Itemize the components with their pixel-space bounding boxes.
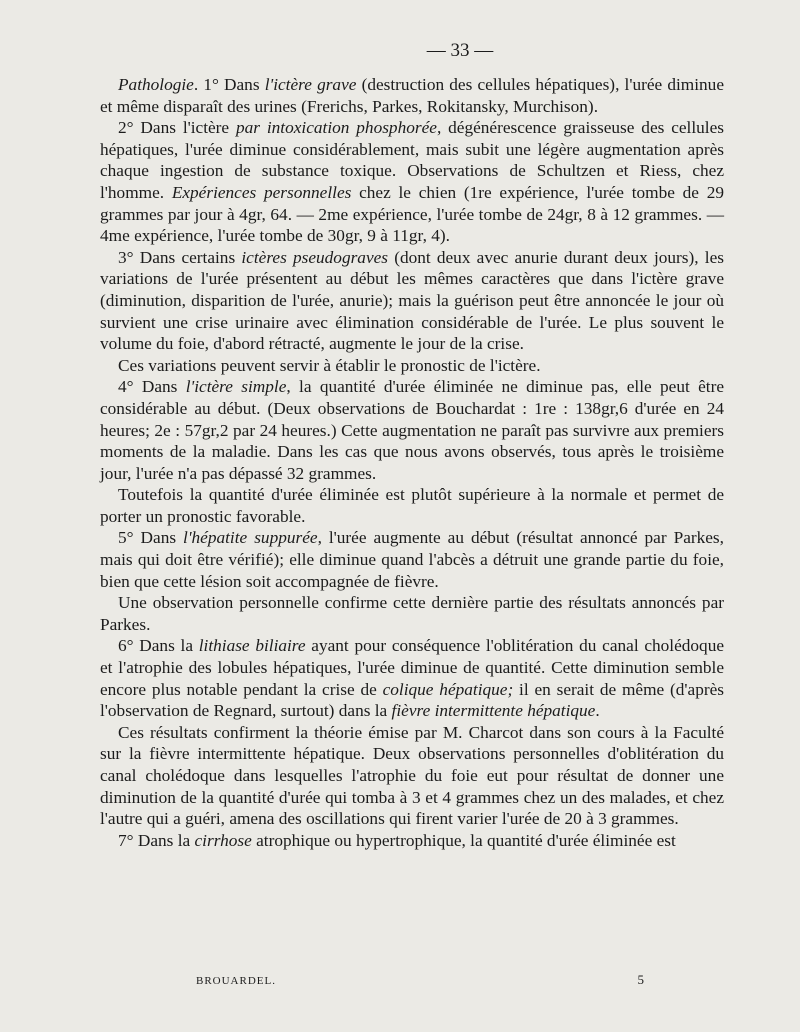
paragraph [100,592,724,635]
text-run: Toutefois la quantité d'urée éliminée est plutôt supérieure à la normale et permet de porter un pronostic favorable. [100,485,724,526]
paragraph [100,117,724,247]
text-run: 5° Dans [118,528,184,548]
page-number: — 33 — [426,40,494,61]
text-run: (dont deux avec anurie durant deux jours), les variations de l'urée présentent au début les mêmes caractères que dans l'ictère grave (diminution, disparition de l'urée, anurie); mais la guérison peut être annoncée le jour où survient une crise urinaire avec élimination considérable de l'urée. Le plus souvent le volume du foie, d'abord rétracté, augmente le jour de la crise. [100,247,724,354]
text-run: (destruction des cellules hépatiques), l'urée diminue et même disparaît des urines (Frerichs, Parkes, Rokitansky, Murchison). [100,75,724,116]
page-footer [196,972,644,988]
italic-text: cirrhose [194,830,252,850]
text-run: Une observation personnelle confirme cette dernière partie des résultats annoncés par Parkes. [100,593,724,634]
text-run: ayant pour conséquence l'oblitération du canal cholédoque et l'atrophie des lobules hépatiques, l'urée diminue de quantité. Cette diminution semble encore plus notable pendant la crise de [100,636,725,699]
paragraph [100,527,724,592]
paragraph [100,635,724,721]
italic-text: l'ictère grave [264,75,357,94]
text-run: 7° Dans la [118,830,195,850]
text-run: 2° Dans l'ictère [118,118,236,138]
paragraph [100,376,724,484]
italic-text: fièvre intermittente hépatique [391,701,596,721]
italic-text: lithiase biliaire [198,636,306,656]
text-run: Ces résultats confirment la théorie émise par M. Charcot dans son cours à la Faculté sur la fièvre intermittente hépatique. Deux observations personnelles d'oblitération du canal cholédoque dans lesquelles l'atrophie du foie eut pour résultat de donner une diminution de la quantité d'urée qui tomba à 3 et 4 grammes chez un des malades, et chez l'autre qui a guéri, amena des oscillations qui firent varier l'urée de 20 à 3 grammes. [100,722,724,829]
italic-text: l'ictère simple [185,377,287,397]
text-run: il en serait de même (d'après l'observation de Regnard, surtout) dans la [100,679,724,721]
footer-author: BROUARDEL. [196,975,276,987]
italic-text: l'hépatite suppurée [183,528,318,548]
text-run: , l'urée augmente au début (résultat annoncé par Parkes, mais qui doit être vérifié); elle diminue quand l'abcès a détruit une grande partie du foie, bien que cette lésion soit accompagnée de fièvre. [100,528,724,591]
paragraph [100,830,724,852]
paragraph [100,355,724,377]
text-run: . [595,701,600,721]
body-text [100,74,724,851]
italic-text: Expériences personnelles [171,182,352,202]
text-run: 4° Dans [118,377,186,397]
text-run: , la quantité d'urée éliminée ne diminue pas, elle peut être considérable au début. (Deux observations de Bouchardat : 1re : 138gr,6 d'urée en 24 heures; 2e : 57gr,2 par 24 heures.) Cette augmentation ne paraît pas survivre aux premiers moments de la maladie. Dans les cas que nous avons observés, tous après le troisième jour, l'urée n'a pas dépassé 32 grammes. [100,377,724,483]
paragraph [100,247,724,355]
italic-text: ictères pseudograves [241,247,389,267]
paragraph [100,74,724,117]
paragraph [100,484,724,527]
paragraph [100,722,724,830]
text-run: 3° Dans certains [118,247,242,267]
text-run: . 1° Dans [193,75,265,94]
text-run: , dégénérescence graisseuse des cellules hépatiques, l'urée diminue considérablement, mais subit une légère augmentation après chaque ingestion de substance toxique. Observations de Schultzen et Riess, chez l'homme. [100,118,724,202]
italic-text: Pathologie [118,75,194,94]
italic-text: par intoxication phosphorée [235,118,437,138]
text-run: 6° Dans la [118,636,199,656]
italic-text: colique hépatique; [382,679,514,699]
text-run: chez le chien (1re expérience, l'urée tombe de 29 grammes par jour à 4gr, 64. — 2me expérience, l'urée tombe de 24gr, 8 à 12 grammes. — 4me expérience, l'urée tombe de 30gr, 9 à 11gr, 4). [100,182,724,246]
footer-signature-mark: 5 [637,972,644,987]
text-run: atrophique ou hypertrophique, la quantité d'urée éliminée est [251,830,676,850]
text-run: Ces variations peuvent servir à établir le pronostic de l'ictère. [118,355,541,375]
